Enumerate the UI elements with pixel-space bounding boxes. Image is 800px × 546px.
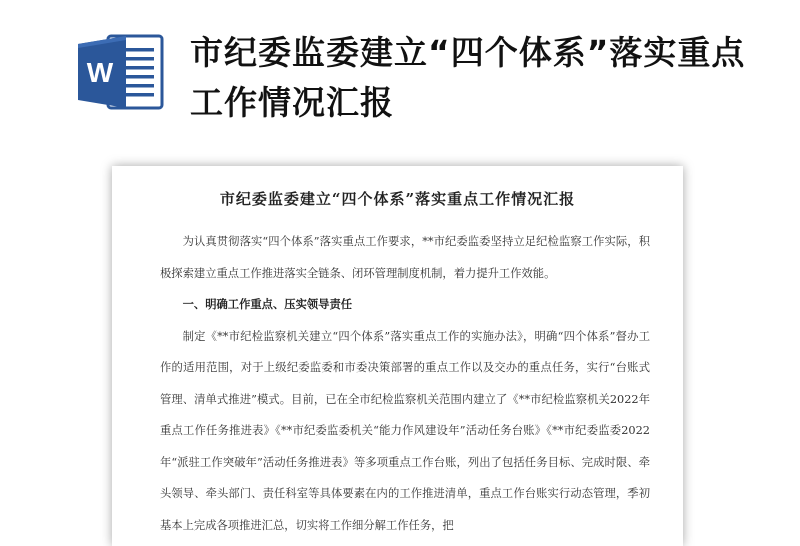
page-title: 市纪委监委建立“四个体系”落实重点工作情况汇报	[190, 33, 746, 122]
word-icon-letter: W	[86, 57, 114, 88]
section-heading-1: 一、明确工作重点、压实领导责任	[182, 297, 353, 311]
paragraph-intro: 为认真贯彻落实“四个体系”落实重点工作要求，**市纪委监委坚持立足纪检监察工作实际，积极探索建立重点工作推进落实全链条、闭环管理制度机制，着力提升工作效能。	[160, 235, 650, 280]
document-page	[112, 166, 683, 546]
document-title: 市纪委监委建立“四个体系”落实重点工作情况汇报	[219, 190, 576, 208]
slide-header	[0, 0, 800, 150]
word-icon	[78, 32, 168, 112]
paragraph-section-1: 制定《**市纪检监察机关建立“四个体系”落实重点工作的实施办法》，明确“四个体系”督办工作的适用范围，对于上级纪委监委和市委决策部署的重点工作以及交办的重点任务，实行“台账式管理、清单式推进”模式。目前，已在全市纪检监察机关范围内建立了《**市纪检监察机关2022年重点工作任务推进表》《**市纪委监委机关“能力作风建设年”活动任务台账》《**市纪委监委2022年“派驻工作突破年”活动任务推进表》等多项重点工作台账，列出了包括任务目标、完成时限、牵头领导、牵头部门、责任科室等具体要素在内的工作推进清单，重点工作台账实行动态管理，季初基本上完成各项推进汇总，切实将工作细分解工作任务，把	[160, 329, 650, 532]
document-body	[160, 226, 650, 541]
